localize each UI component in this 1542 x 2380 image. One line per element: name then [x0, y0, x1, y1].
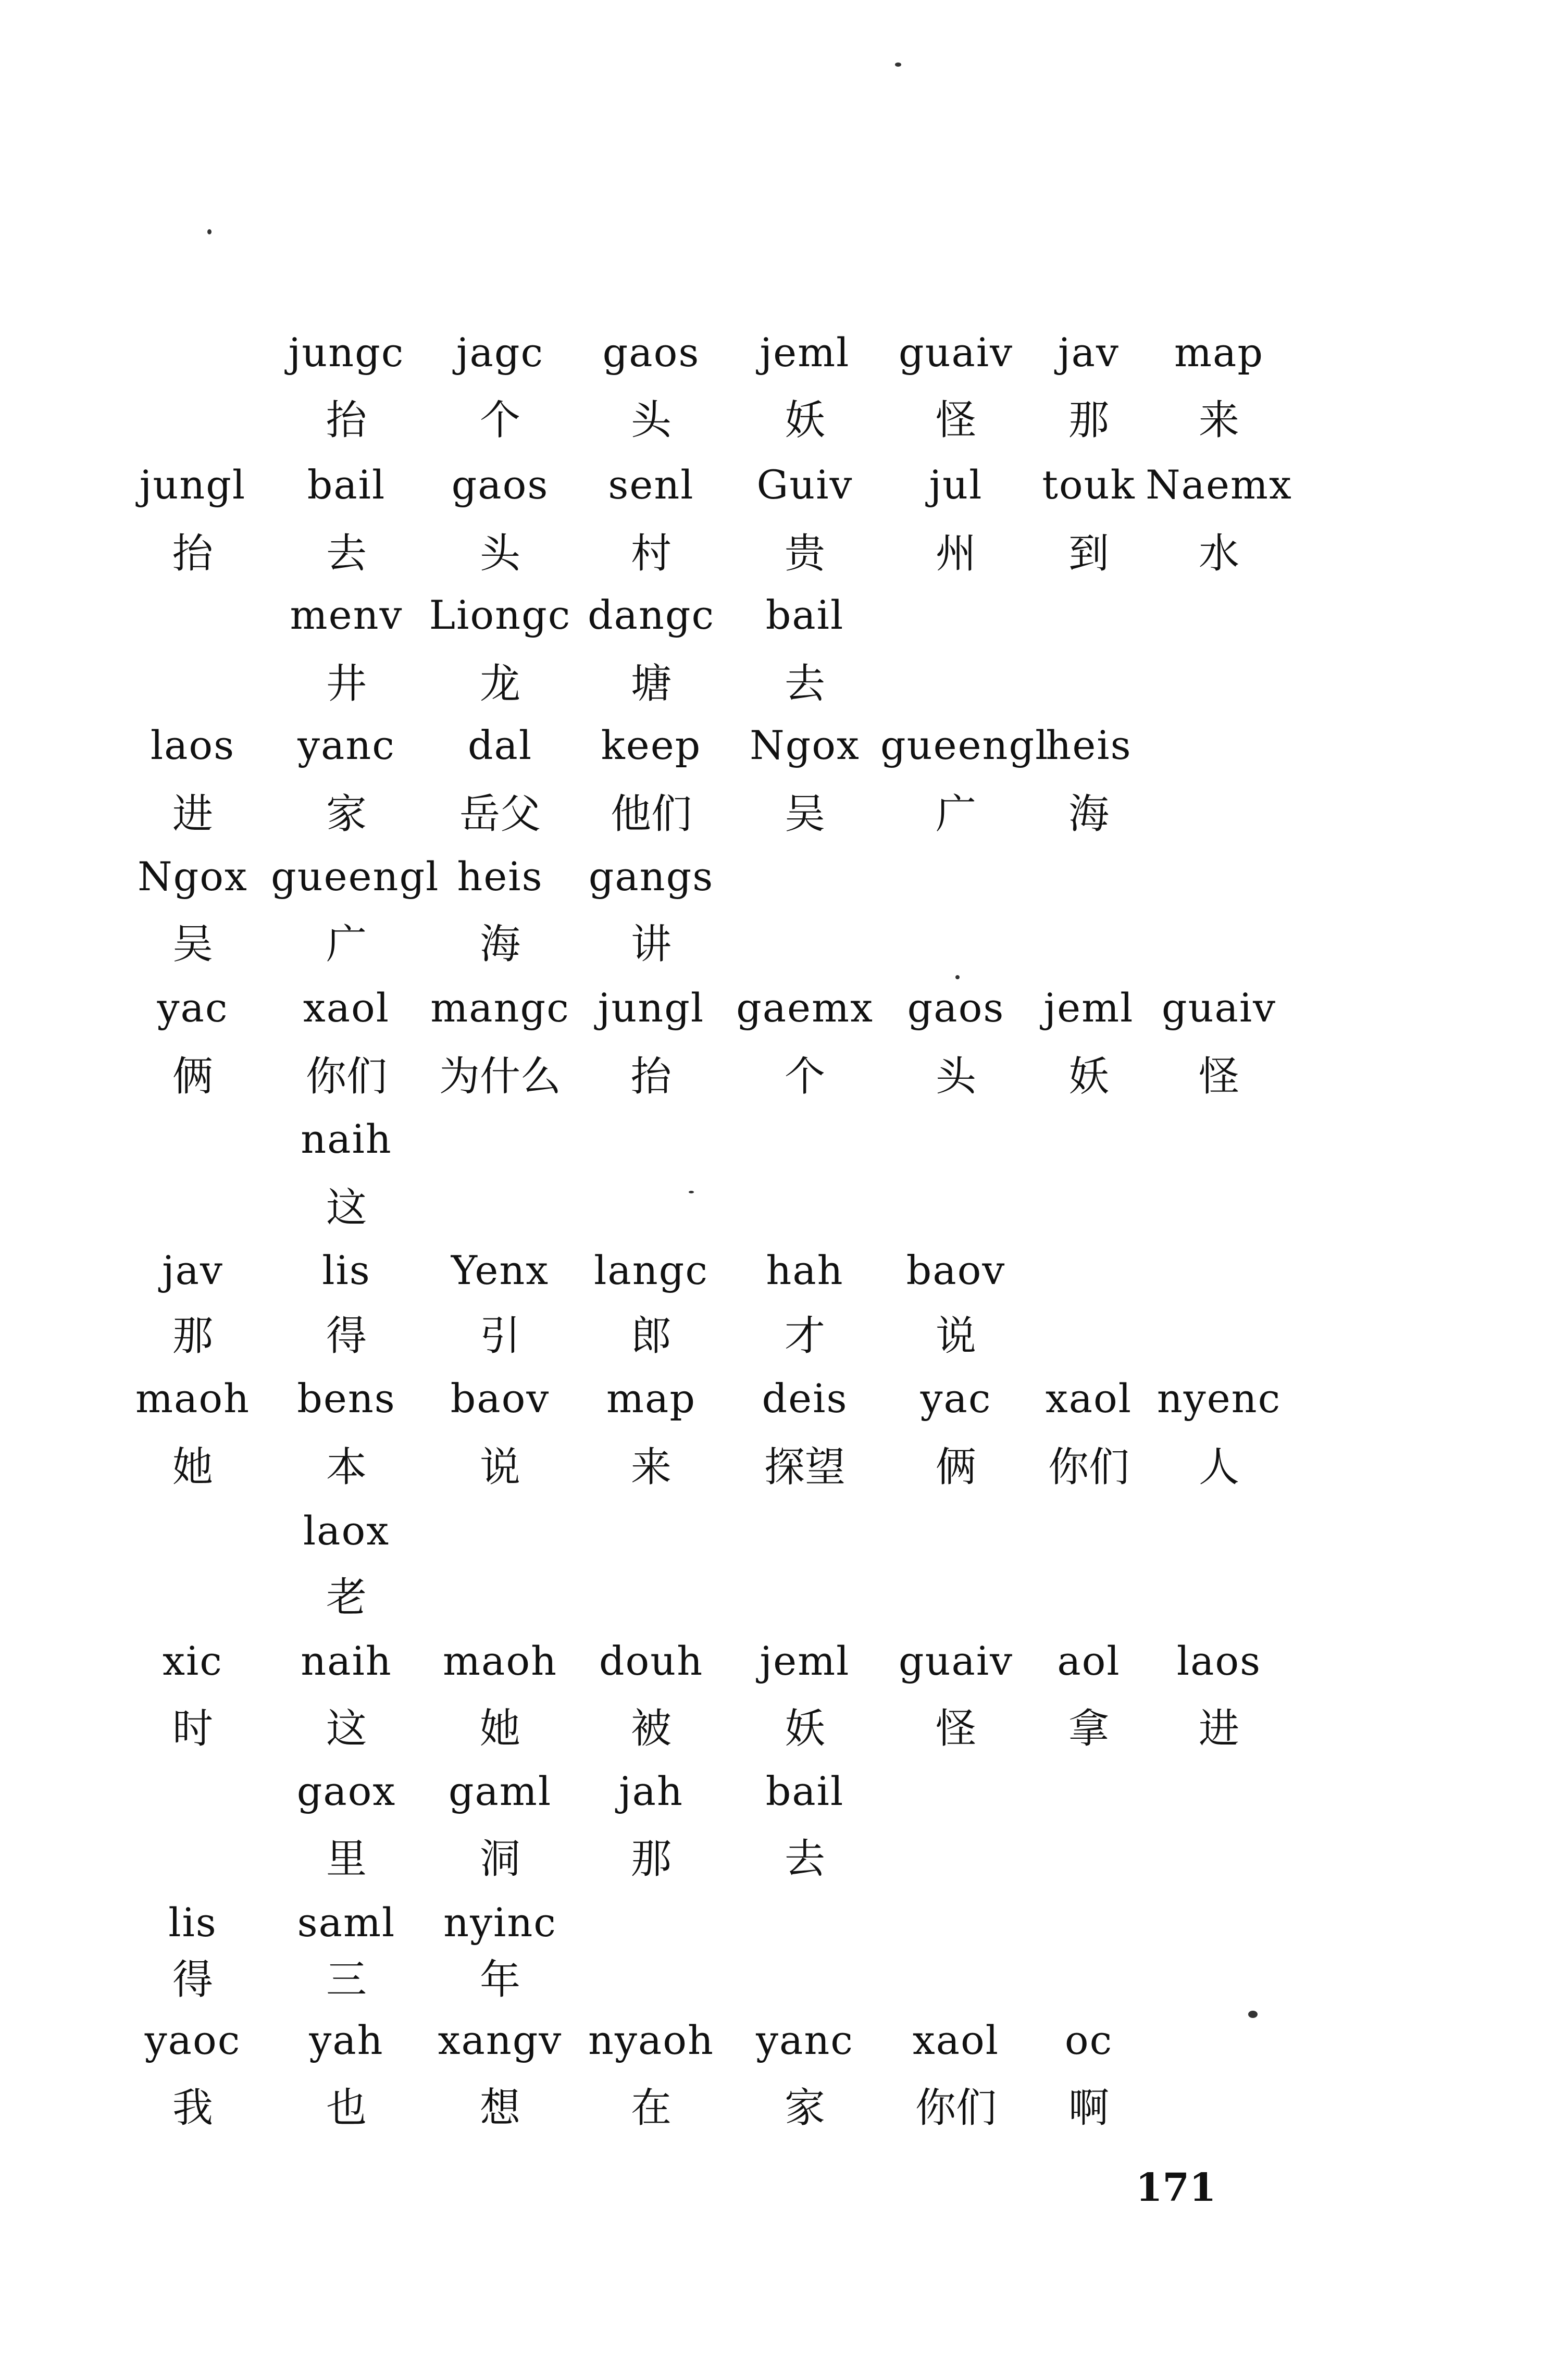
romanized-word: jungl	[139, 462, 246, 508]
romanized-word: Liongc	[429, 592, 571, 638]
gloss-line	[0, 1825, 1542, 1893]
chinese-gloss: 家	[326, 791, 367, 838]
chinese-gloss: 你们	[1048, 1444, 1129, 1491]
scan-speck	[689, 1191, 694, 1193]
chinese-gloss: 妖	[784, 397, 825, 444]
chinese-gloss: 广	[935, 791, 976, 838]
romanized-word: gaos	[602, 329, 700, 376]
romanized-word: laos	[150, 722, 235, 768]
romanized-word: jul	[929, 462, 983, 508]
romanized-word: nyaoh	[588, 2017, 714, 2063]
chinese-gloss: 时	[172, 1705, 213, 1752]
gloss-line	[0, 1946, 1542, 2014]
romanized-word: laos	[1176, 1638, 1262, 1684]
scan-speck	[955, 975, 960, 979]
gloss-line	[0, 1174, 1542, 1242]
romanized-word: maoh	[442, 1638, 558, 1684]
romanized-word: xangv	[438, 2017, 563, 2063]
romanized-word: gaml	[448, 1768, 552, 1814]
chinese-gloss: 这	[326, 1705, 367, 1752]
scan-speck	[895, 63, 901, 67]
chinese-gloss: 海	[479, 921, 520, 968]
chinese-gloss: 水	[1198, 530, 1239, 577]
gloss-line	[0, 911, 1542, 978]
scan-speck	[1248, 2011, 1258, 2018]
gloss-line	[0, 2074, 1542, 2142]
chinese-gloss: 在	[630, 2085, 671, 2132]
romanized-word: jungl	[598, 985, 705, 1031]
romanized-word: maoh	[135, 1375, 251, 1422]
chinese-gloss: 那	[1068, 397, 1109, 444]
romanized-word: Ngox	[138, 853, 248, 900]
chinese-gloss: 这	[326, 1185, 367, 1231]
page-number: 171	[1136, 2165, 1216, 2210]
chinese-gloss: 抬	[172, 530, 213, 577]
romanized-word: naih	[301, 1638, 392, 1684]
chinese-gloss: 说	[935, 1313, 976, 1360]
romanized-line	[0, 1237, 1542, 1304]
romanized-word: nyenc	[1156, 1375, 1282, 1422]
romanized-word: douh	[599, 1638, 704, 1684]
chinese-gloss: 贵	[784, 530, 825, 577]
romanized-line	[0, 1497, 1542, 1565]
chinese-gloss: 妖	[784, 1705, 825, 1752]
chinese-gloss: 头	[630, 397, 671, 444]
romanized-word: bail	[765, 1768, 844, 1814]
chinese-gloss: 俩	[172, 1053, 213, 1100]
chinese-gloss: 你们	[915, 2085, 997, 2132]
chinese-gloss: 家	[784, 2085, 825, 2132]
romanized-word: dangc	[587, 592, 715, 638]
chinese-gloss: 啊	[1068, 2085, 1109, 2132]
romanized-word: nyinc	[443, 1899, 557, 1946]
romanized-word: touk	[1042, 462, 1136, 508]
gloss-line	[0, 1434, 1542, 1501]
chinese-gloss: 里	[326, 1836, 367, 1883]
romanized-word: Naemx	[1146, 462, 1292, 508]
chinese-gloss: 探望	[764, 1444, 845, 1491]
romanized-word: baov	[906, 1247, 1006, 1293]
chinese-gloss: 为什么	[439, 1053, 561, 1100]
romanized-word: hah	[766, 1247, 844, 1293]
romanized-line	[0, 1627, 1542, 1695]
chinese-gloss: 得	[326, 1313, 367, 1360]
romanized-word: laox	[303, 1507, 390, 1554]
chinese-gloss: 州	[935, 530, 976, 577]
romanized-word: xaol	[303, 985, 390, 1031]
chinese-gloss: 到	[1068, 530, 1109, 577]
chinese-gloss: 进	[172, 791, 213, 838]
chinese-gloss: 村	[630, 530, 671, 577]
romanized-word: naih	[301, 1116, 392, 1162]
romanized-word: Yenx	[451, 1247, 550, 1293]
romanized-word: aol	[1057, 1638, 1121, 1684]
romanized-word: jeml	[760, 329, 850, 376]
chinese-gloss: 广	[326, 921, 367, 968]
romanized-word: gueengl	[271, 853, 440, 900]
romanized-word: guaiv	[898, 329, 1014, 376]
gloss-line	[0, 650, 1542, 718]
romanized-word: gueengl	[880, 722, 1049, 768]
romanized-word: heis	[457, 853, 543, 900]
chinese-gloss: 我	[172, 2085, 213, 2132]
romanized-line	[0, 1758, 1542, 1825]
romanized-word: baov	[450, 1375, 550, 1422]
romanized-word: jungc	[288, 329, 405, 376]
chinese-gloss: 进	[1198, 1705, 1239, 1752]
romanized-line	[0, 1105, 1542, 1173]
chinese-gloss: 本	[326, 1444, 367, 1491]
chinese-gloss: 海	[1068, 791, 1109, 838]
chinese-gloss: 吴	[784, 791, 825, 838]
chinese-gloss: 讲	[630, 921, 671, 968]
romanized-word: yac	[920, 1375, 992, 1422]
chinese-gloss: 去	[326, 530, 367, 577]
chinese-gloss: 那	[630, 1836, 671, 1883]
romanized-word: bens	[297, 1375, 396, 1422]
chinese-gloss: 她	[479, 1705, 520, 1752]
chinese-gloss: 她	[172, 1444, 213, 1491]
chinese-gloss: 才	[784, 1313, 825, 1360]
romanized-line	[0, 712, 1542, 779]
gloss-line	[0, 1302, 1542, 1370]
romanized-word: bail	[765, 592, 844, 638]
romanized-word: jeml	[760, 1638, 850, 1684]
romanized-word: map	[606, 1375, 697, 1422]
chinese-gloss: 说	[479, 1444, 520, 1491]
romanized-line	[0, 319, 1542, 387]
romanized-word: map	[1174, 329, 1264, 376]
romanized-word: yah	[309, 2017, 384, 2063]
chinese-gloss: 三	[326, 1957, 367, 2003]
chinese-gloss: 来	[630, 1444, 671, 1491]
romanized-word: yaoc	[144, 2017, 241, 2063]
romanized-word: lis	[168, 1899, 217, 1946]
romanized-line	[0, 974, 1542, 1042]
chinese-gloss: 也	[326, 2085, 367, 2132]
romanized-word: jav	[162, 1247, 223, 1293]
chinese-gloss: 塘	[630, 661, 671, 707]
romanized-line	[0, 451, 1542, 519]
romanized-word: yanc	[297, 722, 395, 768]
romanized-word: gangs	[588, 853, 714, 900]
romanized-word: mangc	[430, 985, 570, 1031]
romanized-word: gaemx	[736, 985, 874, 1031]
romanized-line	[0, 581, 1542, 649]
romanized-line	[0, 1365, 1542, 1432]
romanized-word: senl	[608, 462, 694, 508]
romanized-word: xic	[163, 1638, 223, 1684]
chinese-gloss: 年	[479, 1957, 520, 2003]
romanized-word: lis	[322, 1247, 371, 1293]
chinese-gloss: 龙	[479, 661, 520, 707]
chinese-gloss: 怪	[1198, 1053, 1239, 1100]
chinese-gloss: 个	[479, 397, 520, 444]
romanized-word: menv	[290, 592, 403, 638]
chinese-gloss: 引	[479, 1313, 520, 1360]
chinese-gloss: 怪	[935, 397, 976, 444]
chinese-gloss: 拿	[1068, 1705, 1109, 1752]
romanized-word: yac	[157, 985, 229, 1031]
romanized-word: gaox	[296, 1768, 396, 1814]
romanized-word: oc	[1064, 2017, 1113, 2063]
romanized-word: heis	[1046, 722, 1132, 768]
chinese-gloss: 俩	[935, 1444, 976, 1491]
chinese-gloss: 怪	[935, 1705, 976, 1752]
chinese-gloss: 去	[784, 661, 825, 707]
chinese-gloss: 你们	[305, 1053, 387, 1100]
chinese-gloss: 头	[935, 1053, 976, 1100]
chinese-gloss: 他们	[610, 791, 692, 838]
romanized-word: jeml	[1043, 985, 1134, 1031]
romanized-word: keep	[601, 722, 702, 768]
chinese-gloss: 头	[479, 530, 520, 577]
chinese-gloss: 老	[326, 1574, 367, 1621]
gloss-line	[0, 520, 1542, 588]
chinese-gloss: 郎	[630, 1313, 671, 1360]
romanized-word: jah	[619, 1768, 683, 1814]
romanized-word: dal	[467, 722, 533, 768]
gloss-line	[0, 1043, 1542, 1111]
chinese-gloss: 被	[630, 1705, 671, 1752]
romanized-line	[0, 2007, 1542, 2074]
chinese-gloss: 得	[172, 1957, 213, 2003]
chinese-gloss: 洞	[479, 1836, 520, 1883]
romanized-word: langc	[594, 1247, 708, 1293]
romanized-word: guaiv	[898, 1638, 1014, 1684]
chinese-gloss: 那	[172, 1313, 213, 1360]
gloss-line	[0, 1695, 1542, 1763]
romanized-word: yanc	[756, 2017, 854, 2063]
chinese-gloss: 想	[479, 2085, 520, 2132]
romanized-word: Ngox	[750, 722, 860, 768]
romanized-word: bail	[307, 462, 386, 508]
scan-speck	[207, 229, 212, 234]
chinese-gloss: 抬	[326, 397, 367, 444]
gloss-line	[0, 1564, 1542, 1631]
romanized-line	[0, 843, 1542, 911]
chinese-gloss: 人	[1198, 1444, 1239, 1491]
chinese-gloss: 抬	[630, 1053, 671, 1100]
chinese-gloss: 个	[784, 1053, 825, 1100]
romanized-word: deis	[762, 1375, 848, 1422]
chinese-gloss: 吴	[172, 921, 213, 968]
romanized-word: xaol	[1045, 1375, 1133, 1422]
romanized-word: jav	[1058, 329, 1120, 376]
romanized-word: xaol	[912, 2017, 1000, 2063]
romanized-word: gaos	[907, 985, 1005, 1031]
chinese-gloss: 去	[784, 1836, 825, 1883]
romanized-word: Guiv	[756, 462, 853, 508]
romanized-word: gaos	[451, 462, 549, 508]
gloss-line	[0, 780, 1542, 848]
gloss-line	[0, 387, 1542, 454]
romanized-word: jagc	[456, 329, 544, 376]
chinese-gloss: 妖	[1068, 1053, 1109, 1100]
chinese-gloss: 井	[326, 661, 367, 707]
romanized-word: guaiv	[1161, 985, 1277, 1031]
romanized-word: saml	[297, 1899, 396, 1946]
chinese-gloss: 岳父	[459, 791, 541, 838]
chinese-gloss: 来	[1198, 397, 1239, 444]
